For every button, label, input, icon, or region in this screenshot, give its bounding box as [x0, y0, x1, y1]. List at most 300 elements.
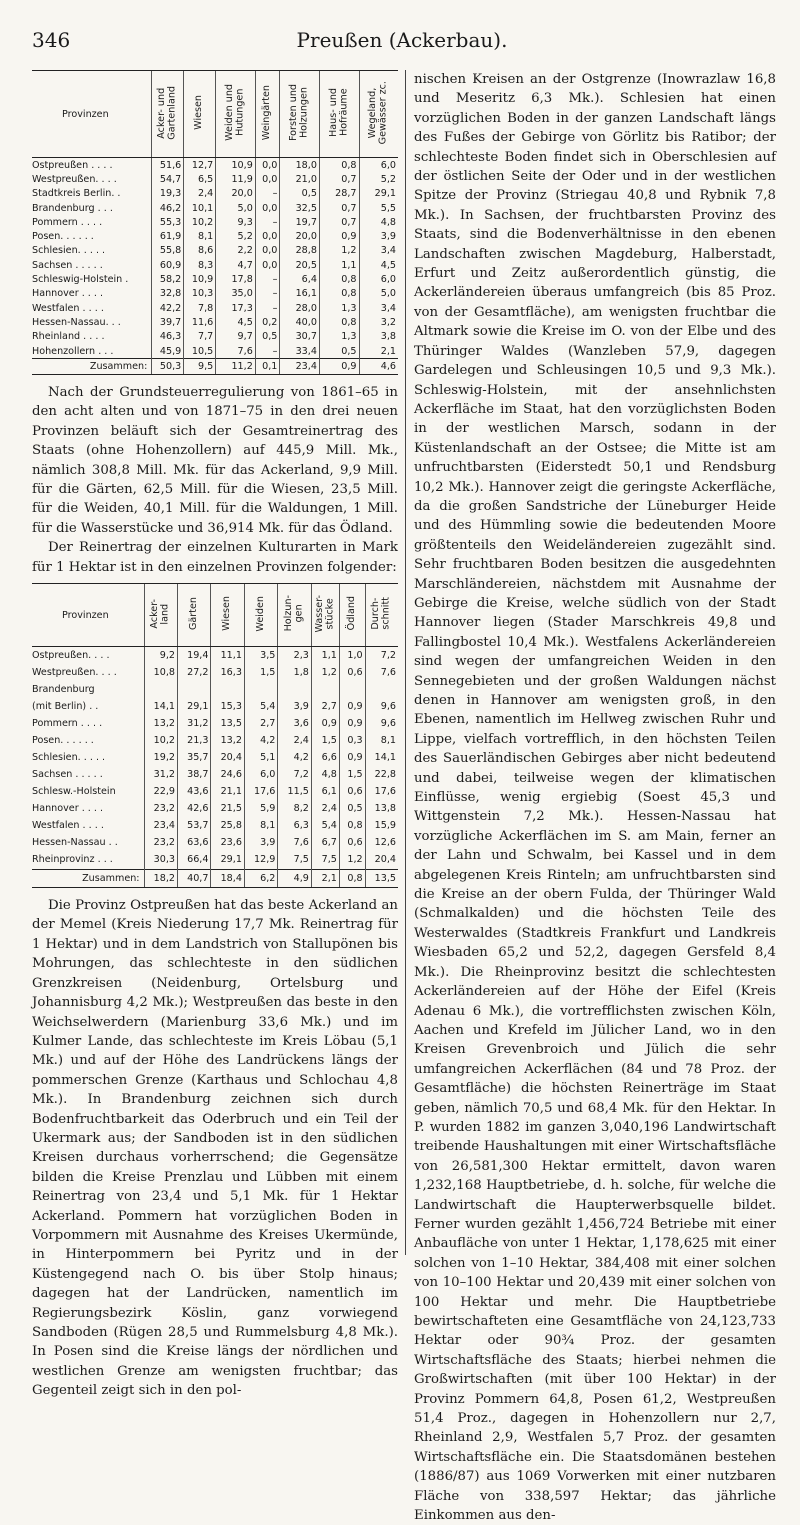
- table-cell: 4,5: [216, 315, 256, 329]
- table-cell: 33,4: [280, 344, 320, 359]
- table-cell: 1,8: [278, 664, 311, 681]
- table-cell: 1,0: [339, 647, 365, 665]
- column-header: Haus- und Hofräume: [319, 71, 359, 158]
- table-cell: 22,8: [365, 766, 398, 783]
- table-cell: 0,8: [339, 817, 365, 834]
- table-cell: 6,0: [359, 273, 398, 287]
- table-cell: [178, 681, 211, 698]
- table-cell: 9,6: [365, 715, 398, 732]
- row-label: Zusammen:: [32, 869, 144, 887]
- row-label: Hessen-Nassau. . .: [32, 317, 121, 329]
- table-cell: 1,2: [319, 244, 359, 258]
- row-label: Pommern . . . .: [32, 718, 103, 730]
- table-cell: 0,5: [319, 344, 359, 359]
- table-cell: 1,3: [319, 301, 359, 315]
- table-cell: 32,5: [280, 201, 320, 215]
- row-label: Schlesien. . . . .: [32, 752, 106, 764]
- table-cell: 28,0: [280, 301, 320, 315]
- table-cell: 8,3: [184, 258, 216, 272]
- table-cell: 39,7: [152, 315, 184, 329]
- table-cell: 4,6: [359, 359, 398, 375]
- table-cell: 13,2: [144, 715, 177, 732]
- table-cell: 6,2: [244, 869, 277, 887]
- row-label: Hessen-Nassau . .: [32, 837, 118, 849]
- table-cell: 29,1: [211, 851, 244, 869]
- table-cell: 1,1: [311, 647, 339, 665]
- table-cell: 12,9: [244, 851, 277, 869]
- table-cell: 8,1: [184, 230, 216, 244]
- table-cell: –: [255, 215, 280, 229]
- table-cell: 2,4: [184, 187, 216, 201]
- table-cell: 3,9: [278, 698, 311, 715]
- table-cell: 5,5: [359, 201, 398, 215]
- row-label: Brandenburg . . .: [32, 202, 113, 214]
- table-cell: [144, 681, 177, 698]
- row-label: Westpreußen. . . .: [32, 667, 117, 679]
- table-cell: 66,4: [178, 851, 211, 869]
- row-label: Stadtkreis Berlin. .: [32, 188, 121, 200]
- row-label: Westfalen . . . .: [32, 820, 104, 832]
- table-cell: 5,4: [244, 698, 277, 715]
- table-cell: 3,5: [244, 647, 277, 665]
- column-header: Weiden: [244, 584, 277, 647]
- table-cell: 11,2: [216, 359, 256, 375]
- table-row: [32, 851, 398, 869]
- table-cell: 11,9: [216, 172, 256, 186]
- table-cell: 10,1: [184, 201, 216, 215]
- table-cell: 6,4: [280, 273, 320, 287]
- table-cell: 23,4: [280, 359, 320, 375]
- table-row: [32, 800, 398, 817]
- table-row: [32, 273, 398, 287]
- table-cell: 0,6: [339, 783, 365, 800]
- table-cell: 0,6: [339, 834, 365, 851]
- table-cell: 35,0: [216, 287, 256, 301]
- table-cell: 1,2: [339, 851, 365, 869]
- table-cell: –: [255, 301, 280, 315]
- table-cell: 2,1: [311, 869, 339, 887]
- table-cell: 21,5: [211, 800, 244, 817]
- table-cell: 29,1: [359, 187, 398, 201]
- table-cell: 23,2: [144, 834, 177, 851]
- table-cell: 0,8: [319, 287, 359, 301]
- column-header: Wiesen: [211, 584, 244, 647]
- table-cell: 0,8: [319, 315, 359, 329]
- table-cell: 5,0: [359, 287, 398, 301]
- table-cell: 2,7: [311, 698, 339, 715]
- table-cell: 5,2: [359, 172, 398, 186]
- table-cell: 8,2: [278, 800, 311, 817]
- column-header: Ödland: [339, 584, 365, 647]
- table-row: [32, 230, 398, 244]
- right-column: [414, 70, 776, 1525]
- table-cell: 21,3: [178, 732, 211, 749]
- table-cell: 0,0: [255, 158, 280, 173]
- table-row: [32, 647, 398, 665]
- table-row: [32, 664, 398, 681]
- row-label: Rheinland . . . .: [32, 331, 105, 343]
- column-header: Acker- und Gartenland: [152, 71, 184, 158]
- table-cell: 4,8: [359, 215, 398, 229]
- table-cell: 40,7: [178, 869, 211, 887]
- table-cell: 0,0: [255, 258, 280, 272]
- table-cell: 27,2: [178, 664, 211, 681]
- table-cell: 7,8: [184, 301, 216, 315]
- table-cell: 17,6: [244, 783, 277, 800]
- table-cell: 4,2: [278, 749, 311, 766]
- table-cell: [278, 681, 311, 698]
- table-cell: 54,7: [152, 172, 184, 186]
- table-cell: 8,6: [184, 244, 216, 258]
- table-cell: 7,6: [365, 664, 398, 681]
- table-cell: 5,1: [244, 749, 277, 766]
- table-cell: 6,7: [311, 834, 339, 851]
- table-cell: 0,8: [319, 158, 359, 173]
- table-cell: 16,3: [211, 664, 244, 681]
- table-cell: 63,6: [178, 834, 211, 851]
- table-cell: 10,2: [184, 215, 216, 229]
- row-label: Posen. . . . . .: [32, 231, 94, 243]
- table-row: [32, 187, 398, 201]
- table-cell: 30,3: [144, 851, 177, 869]
- table-cell: 55,8: [152, 244, 184, 258]
- table-cell: 4,8: [311, 766, 339, 783]
- row-label: Schlesw.-Holstein: [32, 786, 116, 798]
- table-row: [32, 834, 398, 851]
- table-cell: 28,8: [280, 244, 320, 258]
- table-cell: 3,6: [278, 715, 311, 732]
- table-cell: 61,9: [152, 230, 184, 244]
- land-use-table: [32, 70, 398, 375]
- table-cell: 0,3: [339, 732, 365, 749]
- table-cell: 38,7: [178, 766, 211, 783]
- table-cell: 1,3: [319, 330, 359, 344]
- table-row: [32, 715, 398, 732]
- table-row: [32, 681, 398, 698]
- table-cell: 7,6: [278, 834, 311, 851]
- table-cell: 7,2: [278, 766, 311, 783]
- column-header: Wiesen: [184, 71, 216, 158]
- table-row: [32, 749, 398, 766]
- row-label: Hannover . . . .: [32, 288, 104, 300]
- row-label: Schleswig-Holstein .: [32, 274, 129, 286]
- table-cell: 10,3: [184, 287, 216, 301]
- table-cell: 17,8: [216, 273, 256, 287]
- table-cell: 25,8: [211, 817, 244, 834]
- table-cell: 9,3: [216, 215, 256, 229]
- table-cell: 9,2: [144, 647, 177, 665]
- table-cell: 3,4: [359, 244, 398, 258]
- page-number: 346: [32, 28, 71, 52]
- row-label: Posen. . . . . .: [32, 735, 94, 747]
- table-cell: 19,3: [152, 187, 184, 201]
- row-label: Hannover . . . .: [32, 803, 104, 815]
- table-cell: 10,9: [184, 273, 216, 287]
- table-cell: 18,4: [211, 869, 244, 887]
- table-cell: 53,7: [178, 817, 211, 834]
- table-row: [32, 301, 398, 315]
- table-cell: 0,9: [319, 230, 359, 244]
- table-cell: 15,3: [211, 698, 244, 715]
- table-cell: 31,2: [178, 715, 211, 732]
- row-label: Brandenburg: [32, 684, 95, 696]
- table-cell: 18,2: [144, 869, 177, 887]
- table-cell: 29,1: [178, 698, 211, 715]
- table-cell: 3,2: [359, 315, 398, 329]
- table-cell: 10,2: [144, 732, 177, 749]
- table-cell: 1,2: [311, 664, 339, 681]
- table-cell: 24,6: [211, 766, 244, 783]
- column-header: Wegeland, Gewässer zc.: [359, 71, 398, 158]
- table-cell: 0,5: [280, 187, 320, 201]
- table-cell: 23,2: [144, 800, 177, 817]
- table-cell: 0,0: [255, 230, 280, 244]
- table-cell: 15,9: [365, 817, 398, 834]
- column-header: Weingärten: [255, 71, 280, 158]
- table-cell: 4,7: [216, 258, 256, 272]
- column-header: Provinzen: [32, 71, 152, 158]
- table-cell: 0,8: [319, 273, 359, 287]
- table-cell: 20,4: [211, 749, 244, 766]
- table-cell: 46,3: [152, 330, 184, 344]
- table-cell: 51,6: [152, 158, 184, 173]
- table-cell: 13,8: [365, 800, 398, 817]
- table-cell: 17,3: [216, 301, 256, 315]
- table-cell: [211, 681, 244, 698]
- table-cell: 7,6: [216, 344, 256, 359]
- left-column: [32, 70, 398, 1401]
- table-cell: 3,8: [359, 330, 398, 344]
- table-cell: 6,5: [184, 172, 216, 186]
- row-label: Rheinprovinz . . .: [32, 854, 113, 866]
- row-label: (mit Berlin) . .: [32, 701, 99, 713]
- table-cell: 20,5: [280, 258, 320, 272]
- table-row: [32, 201, 398, 215]
- table-cell: 10,9: [216, 158, 256, 173]
- paragraph-reinertrag-intro: Der Reinertrag der einzelnen Kulturarten in Mark für 1 Hektar ist in den einzelnen Provinzen folgender:: [32, 540, 398, 575]
- table-cell: 17,6: [365, 783, 398, 800]
- row-label: Ostpreußen . . . .: [32, 159, 113, 171]
- table-row: [32, 244, 398, 258]
- table-cell: 1,5: [339, 766, 365, 783]
- row-label: Sachsen . . . . .: [32, 259, 103, 271]
- column-header: Weiden und Hutungen: [216, 71, 256, 158]
- table-cell: 11,1: [211, 647, 244, 665]
- table-cell: 2,4: [311, 800, 339, 817]
- column-header: Forsten und Holzungen: [280, 71, 320, 158]
- table-cell: 10,8: [144, 664, 177, 681]
- table-cell: 2,7: [244, 715, 277, 732]
- table-cell: 3,9: [359, 230, 398, 244]
- table-cell: 10,5: [184, 344, 216, 359]
- table-cell: 5,4: [311, 817, 339, 834]
- table-cell: 19,2: [144, 749, 177, 766]
- table-cell: 42,6: [178, 800, 211, 817]
- table-cell: 0,0: [255, 201, 280, 215]
- table-cell: 2,3: [278, 647, 311, 665]
- table-cell: –: [255, 187, 280, 201]
- row-label: Hohenzollern . . .: [32, 345, 114, 357]
- column-header: Wasser- stücke: [311, 584, 339, 647]
- table-cell: –: [255, 344, 280, 359]
- table-cell: 20,4: [365, 851, 398, 869]
- table-cell: [311, 681, 339, 698]
- table-cell: [244, 681, 277, 698]
- table-cell: 0,9: [319, 359, 359, 375]
- table-cell: 9,7: [216, 330, 256, 344]
- table-cell: 14,1: [365, 749, 398, 766]
- table-row: [32, 766, 398, 783]
- table-row: [32, 732, 398, 749]
- table-cell: 20,0: [216, 187, 256, 201]
- row-label: Sachsen . . . . .: [32, 769, 103, 781]
- table-cell: 2,1: [359, 344, 398, 359]
- column-header: Gärten: [178, 584, 211, 647]
- table-row: [32, 783, 398, 800]
- table-cell: 4,5: [359, 258, 398, 272]
- table-cell: 40,0: [280, 315, 320, 329]
- table-cell: 4,9: [278, 869, 311, 887]
- table-cell: 0,0: [255, 172, 280, 186]
- table-cell: 5,0: [216, 201, 256, 215]
- table-cell: 0,5: [339, 800, 365, 817]
- table-row: [32, 172, 398, 186]
- table-row: [32, 698, 398, 715]
- table-cell: 9,6: [365, 698, 398, 715]
- column-header: Holzun- gen: [278, 584, 311, 647]
- table-cell: 23,4: [144, 817, 177, 834]
- table-row: [32, 315, 398, 329]
- column-header: Acker- land: [144, 584, 177, 647]
- table-cell: 6,3: [278, 817, 311, 834]
- table-cell: 23,6: [211, 834, 244, 851]
- row-label: Schlesien. . . . .: [32, 245, 106, 257]
- table-cell: 3,4: [359, 301, 398, 315]
- table-row: [32, 258, 398, 272]
- table-cell: 58,2: [152, 273, 184, 287]
- paragraph-provinces-east: Die Provinz Ostpreußen hat das beste Ackerland an der Memel (Kreis Niederung 17,7 Mk. Reinertrag für 1 Hektar) und in dem Landstrich von Stallupönen bis Mohrungen, das schlechteste in den südlichen Grenzkreisen (Neidenburg, Ortelsburg und Johannisburg 4,2 Mk.); Westpreußen das beste in den Weichselwerdern (Marienburg 33,6 Mk.) und im Kulmer Lande, das schlechteste im Kreis Löbau (5,1 Mk.) und auf der Höhe des Landrückens längs der pommerschen Grenze (Karthaus und Schlochau 4,8 Mk.). In Brandenburg zeichnen sich durch Bodenfruchtbarkeit das Oderbruch und ein Teil der Ukermark aus; der Sandboden ist in den südlichen Kreisen durchaus vorherrschend; die Gegensätze bilden die Kreise Prenzlau und Lübben mit einem Reinertrag von 23,4 und 5,1 Mk. für 1 Hektar Ackerland. Pommern hat vorzüglichen Boden in Vorpommern mit Ausnahme des Kreises Ukermünde, in Hinterpommern bei Pyritz und in der Küstengegend nach O. bis über Stolp hinaus; dagegen hat der Landrücken, namentlich im Regierungsbezirk Köslin, ganz vorwiegend Sandboden (Rügen 28,5 und Rummelsburg 4,8 Mk.). In Posen sind die Kreise längs der nördlichen und westlichen Grenze am wenigsten fruchtbar; das Gegenteil zeigt sich in den pol-: [32, 898, 398, 1399]
- table-cell: 60,9: [152, 258, 184, 272]
- table-row: [32, 330, 398, 344]
- table-cell: 7,7: [184, 330, 216, 344]
- paragraph-provinces-west: nischen Kreisen an der Ostgrenze (Inowrazlaw 16,8 und Meseritz 6,3 Mk.). Schlesien hat einen vorzüglichen Boden in der ganzen Landschaft längs des Fußes der Gebirge von Görlitz bis Ratibor; der schlechteste Boden findet sich in Oberschlesien auf der östlichen Seite der Oder und in der westlichen Spitze der Provinz (Striegau 40,8 und Rybnik 7,8 Mk.). In Sachsen, der fruchtbarsten Provinz des Staats, sind die Bodenverhältnisse in den ebenen Landschaften zwischen Magdeburg, Halberstadt, Erfurt und Zeitz außerordentlich günstig, die Ackerländereien überaus umfangreich (bis 85 Proz. von der Gesamtfläche), am wenigsten fruchtbar die Altmark sowie die Kreise im O. von der Elbe und des Thüringer Waldes (Wanzleben 57,9, dagegen Gardelegen und Schleusingen 10,5 und 9,3 Mk.). Schleswig-Holstein, mit der ansehnlichsten Ackerfläche im Staat, hat den vorzüglichsten Boden in der westlichen Marsch, sodann in der Küstenlandschaft an der Ostsee; die Mitte ist am unfruchtbarsten (Eiderstedt 50,1 und Rendsburg 10,2 Mk.). Hannover zeigt die geringste Ackerfläche, da die großen Sandstriche der Lüneburger Heide und des Hümmling sowie die bedeutenden Moore größtenteils den Weideländereien zugezählt sind. Sehr fruchtbaren Boden besitzen die ausgedehnten Marschländereien, nächstdem mit Ausnahme der Gebirge die Kreise, welche südlich von der Stadt Hannover liegen (Stader Marschkreis 49,8 und Fallingbostel 10,4 Mk.). Westfalens Ackerländereien sind wegen der umfangreichen Weiden in den Sennegebieten und der großen Waldungen nächst denen in Hannover am wenigsten groß, in den Ebenen, namentlich im Hellweg zwischen Ruhr und Lippe, vielfach vortrefflich, in den höchsten Teilen des Sauerländischen Gebirges aber nicht bedeutend und dabei, teilweise wegen der klimatischen Einflüsse, wenig ergiebig (Soest 45,3 und Wittgenstein 7,2 Mk.). Hessen-Nassau hat vorzügliche Ackerflächen im S. am Main, ferner an der Lahn und Schwalm, bei Kassel und in dem abgelegenen Kreis Rinteln; am unfruchtbarsten sind die Kreise an der obern Fulda, der Thüringer Wald (Schmalkalden) und die höchsten Teile des Westerwaldes (Stadtkreis Frankfurt und Landkreis Wiesbaden 65,2 und 52,2, dagegen Gersfeld 8,4 Mk.). Die Rheinprovinz besitzt die schlechtesten Ackerländereien auf der Höhe der Eifel (Kreis Adenau 6 Mk.), die vortrefflichsten zwischen Köln, Aachen und Krefeld im Jülicher Land, wo in den Kreisen Grevenbroich und Jülich die sehr umfangreichen Ackerflächen (84 und 78 Proz. der Gesamtfläche) die höchsten Reinerträge im Staat geben, nämlich 70,5 und 68,4 Mk. für den Hektar. In P. wurden 1882 im ganzen 3,040,196 Landwirtschaft treibende Haushaltungen mit einer Wirtschaftsfläche von 26,581,300 Hektar ermittelt, davon waren 1,232,168 Hauptbetriebe, d. h. solche, für welche die Landwirtschaft die Haupterwerbsquelle bildet. Ferner wurden gezählt 1,456,724 Betriebe mit einer Anbaufläche von unter 1 Hektar, 1,178,625 mit einer solchen von 1–10 Hektar, 384,408 mit einer solchen von 10–100 Hektar und 20,439 mit einer solchen von 100 Hektar und mehr. Die Hauptbetriebe bewirtschafteten eine Gesamtfläche von 24,123,733 Hektar oder 90¾ Proz. der gesamten Wirtschaftsfläche des Staats; hierbei nehmen die Großwirtschaften (mit über 100 Hektar) in der Provinz Pommern 64,8, Posen 61,2, Westpreußen 51,4 Proz., dagegen in Hohenzollern nur 2,7, Rheinland 2,9, Westfalen 5,7 Proz. der gesamten Wirtschaftsfläche ein. Die Staatsdomänen bestehen (1886/87) aus 1069 Vorwerken mit einer nutzbaren Fläche von 338,597 Hektar; das jährliche Einkommen aus den-: [414, 72, 776, 1524]
- table-cell: 19,4: [178, 647, 211, 665]
- row-label: Westpreußen. . . .: [32, 173, 117, 185]
- table-cell: 6,1: [311, 783, 339, 800]
- table-row: [32, 158, 398, 173]
- table-cell: 6,6: [311, 749, 339, 766]
- table-row: [32, 215, 398, 229]
- table-cell: 32,8: [152, 287, 184, 301]
- row-label: Zusammen:: [32, 359, 152, 375]
- row-label: Pommern . . . .: [32, 216, 103, 228]
- table-cell: 6,0: [244, 766, 277, 783]
- total-row: [32, 359, 398, 375]
- table-cell: 1,1: [319, 258, 359, 272]
- column-divider: [405, 70, 406, 1255]
- table-cell: 18,0: [280, 158, 320, 173]
- table-cell: 22,9: [144, 783, 177, 800]
- table-cell: 42,2: [152, 301, 184, 315]
- table-cell: 13,5: [211, 715, 244, 732]
- table-cell: –: [255, 273, 280, 287]
- table-cell: 3,9: [244, 834, 277, 851]
- table-cell: 0,9: [339, 749, 365, 766]
- row-label: Westfalen . . . .: [32, 302, 104, 314]
- table-cell: 55,3: [152, 215, 184, 229]
- table-cell: 0,9: [311, 715, 339, 732]
- table-cell: 2,2: [216, 244, 256, 258]
- table-cell: 4,2: [244, 732, 277, 749]
- table-cell: 1,5: [311, 732, 339, 749]
- table-cell: 31,2: [144, 766, 177, 783]
- table-cell: 21,1: [211, 783, 244, 800]
- table-cell: 7,2: [365, 647, 398, 665]
- table-cell: 13,5: [365, 869, 398, 887]
- table-cell: 12,6: [365, 834, 398, 851]
- table-cell: 35,7: [178, 749, 211, 766]
- row-label: Ostpreußen. . . .: [32, 650, 110, 662]
- table-cell: 45,9: [152, 344, 184, 359]
- table-cell: 0,2: [255, 315, 280, 329]
- table-cell: 0,0: [255, 244, 280, 258]
- table-cell: 0,6: [339, 664, 365, 681]
- table-cell: 46,2: [152, 201, 184, 215]
- table-cell: 1,5: [244, 664, 277, 681]
- table-cell: 0,7: [319, 215, 359, 229]
- table-cell: 16,1: [280, 287, 320, 301]
- table-cell: 0,5: [255, 330, 280, 344]
- table-cell: 7,5: [311, 851, 339, 869]
- table-cell: 50,3: [152, 359, 184, 375]
- table-cell: 14,1: [144, 698, 177, 715]
- table-cell: 20,0: [280, 230, 320, 244]
- table-cell: 28,7: [319, 187, 359, 201]
- table-cell: 7,5: [278, 851, 311, 869]
- table-cell: 0,9: [339, 698, 365, 715]
- table-row: [32, 817, 398, 834]
- table-cell: [365, 681, 398, 698]
- table-cell: 0,7: [319, 201, 359, 215]
- table-cell: 11,6: [184, 315, 216, 329]
- table-cell: 5,9: [244, 800, 277, 817]
- table-cell: [339, 681, 365, 698]
- table-cell: –: [255, 287, 280, 301]
- column-header: Durch- schnitt: [365, 584, 398, 647]
- table-cell: 43,6: [178, 783, 211, 800]
- table-cell: 8,1: [244, 817, 277, 834]
- table-cell: 12,7: [184, 158, 216, 173]
- table-cell: 8,1: [365, 732, 398, 749]
- column-header: Provinzen: [32, 584, 144, 647]
- running-title: Preußen (Ackerbau).: [296, 28, 508, 52]
- table-cell: 19,7: [280, 215, 320, 229]
- table-row: [32, 344, 398, 359]
- table-cell: 0,9: [339, 715, 365, 732]
- table-cell: 2,4: [278, 732, 311, 749]
- paragraph-grundsteuer: Nach der Grundsteuerregulierung von 1861–65 in den acht alten und von 1871–75 in den drei neuen Provinzen beläuft sich der Gesamtreinertrag des Staats (ohne Hohenzollern) auf 445,9 Mill. Mk., nämlich 308,8 Mill. Mk. für das Ackerland, 9,9 Mill. für die Gärten, 62,5 Mill. für die Wiesen, 23,5 Mill. für die Weiden, 40,1 Mill. für die Waldungen, 1 Mill. für die Wasserstücke und 36,914 Mk. für das Ödland.: [32, 385, 398, 536]
- table-cell: 0,1: [255, 359, 280, 375]
- table-cell: 0,7: [319, 172, 359, 186]
- table-cell: 5,2: [216, 230, 256, 244]
- total-row: [32, 869, 398, 887]
- table-cell: 6,0: [359, 158, 398, 173]
- table-cell: 9,5: [184, 359, 216, 375]
- table-cell: 30,7: [280, 330, 320, 344]
- table-cell: 21,0: [280, 172, 320, 186]
- table-cell: 11,5: [278, 783, 311, 800]
- page-header: [32, 28, 772, 52]
